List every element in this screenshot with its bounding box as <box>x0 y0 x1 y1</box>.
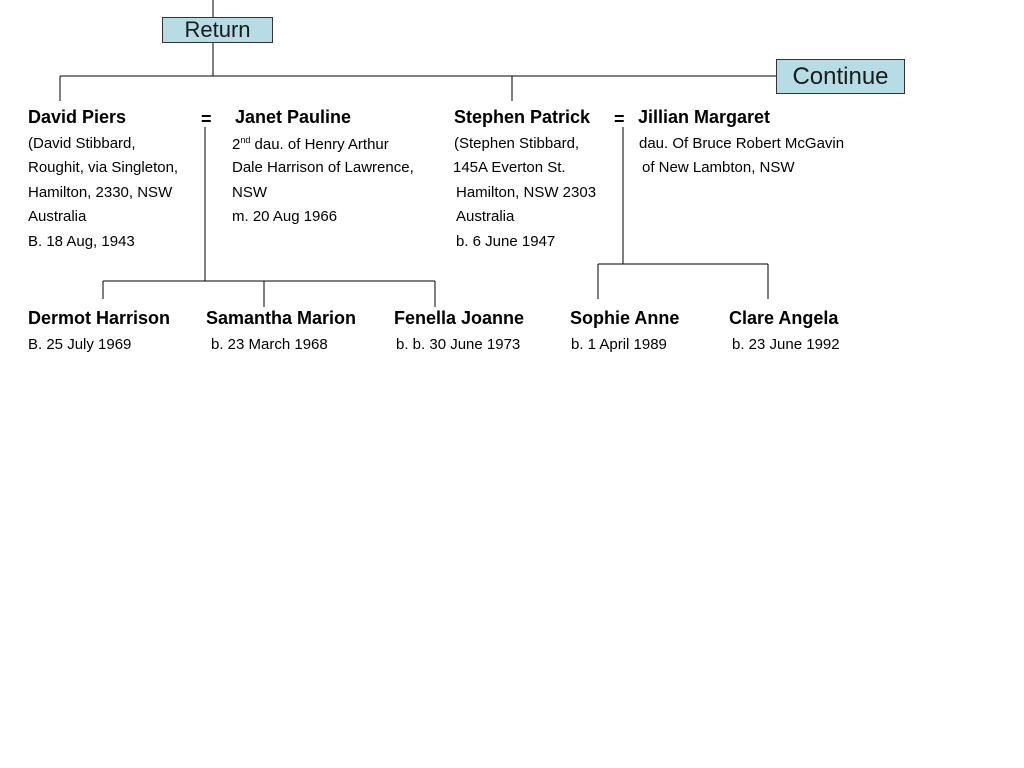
return-button[interactable]: Return <box>162 17 273 43</box>
person-detail: dau. Of Bruce Robert McGavin <box>639 135 845 152</box>
person-detail: Dale Harrison of Lawrence, <box>232 159 414 176</box>
person-detail: NSW <box>232 184 267 201</box>
child-name: Fenella Joanne <box>394 308 525 328</box>
person-detail: (Stephen Stibbard, <box>454 135 580 152</box>
person-detail: B. 18 Aug, 1943 <box>28 233 135 250</box>
person-detail: b. 6 June 1947 <box>456 233 556 250</box>
marriage-equals-sign: = <box>201 109 212 129</box>
person-detail: Australia <box>456 208 515 225</box>
child-name: Sophie Anne <box>570 308 680 328</box>
person-detail: Hamilton, 2330, NSW <box>28 184 173 201</box>
person-detail: of New Lambton, NSW <box>642 159 795 176</box>
person-name: Jillian Margaret <box>638 107 771 127</box>
person-name: Stephen Patrick <box>454 107 591 127</box>
person-name: David Piers <box>28 107 127 127</box>
person-detail: m. 20 Aug 1966 <box>232 208 338 225</box>
child-birth: b. 23 June 1992 <box>732 336 840 353</box>
person-name: Janet Pauline <box>235 107 352 127</box>
person-detail: Hamilton, NSW 2303 <box>456 184 597 201</box>
person-detail: Australia <box>28 208 87 225</box>
child-name: Dermot Harrison <box>28 308 171 328</box>
person-detail: 2nd dau. of Henry Arthur <box>232 135 389 153</box>
person-detail: 145A Everton St. <box>453 159 566 176</box>
continue-button[interactable]: Continue <box>776 59 905 94</box>
child-birth: b. 1 April 1989 <box>571 336 667 353</box>
child-name: Clare Angela <box>729 308 839 328</box>
marriage-equals-sign: = <box>614 109 625 129</box>
child-birth: B. 25 July 1969 <box>28 336 132 353</box>
child-birth: b. b. 30 June 1973 <box>396 336 521 353</box>
person-detail: (David Stibbard, <box>28 135 136 152</box>
child-name: Samantha Marion <box>206 308 357 328</box>
child-birth: b. 23 March 1968 <box>211 336 328 353</box>
person-detail: Roughit, via Singleton, <box>28 159 179 176</box>
